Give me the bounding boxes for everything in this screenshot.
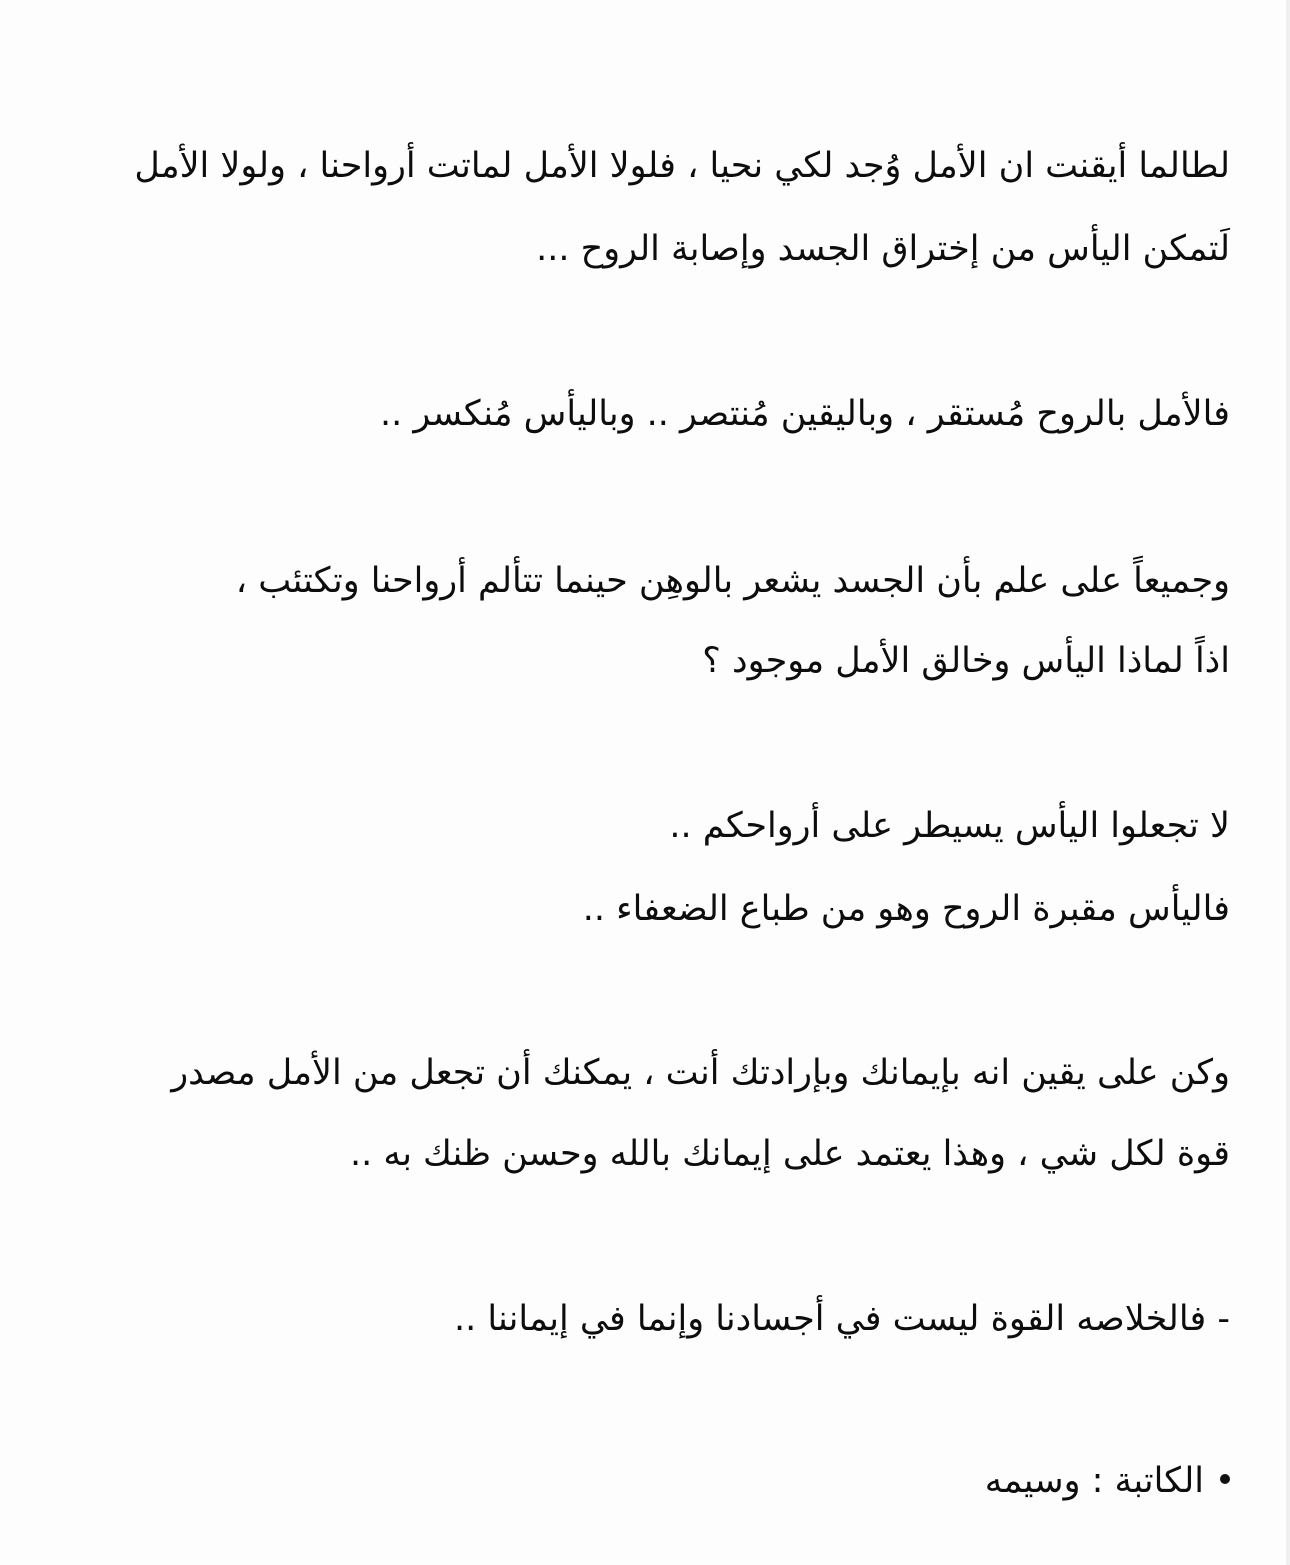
paragraph-1-line-2: لَتمكن اليأس من إختراق الجسد وإصابة الروح ... [536,229,1230,269]
paragraph-4-line-2: فاليأس مقبرة الروح وهو من طباع الضعفاء .. [582,889,1230,929]
page-edge-shadow [1286,0,1290,1565]
paragraph-4-line-1: لا تجعلوا اليأس يسيطر على أرواحكم .. [669,806,1230,846]
conclusion-line: - فالخلاصه القوة ليست في أجسادنا وإنما في إيماننا .. [454,1299,1230,1339]
paragraph-3-line-2: اذاً لماذا اليأس وخالق الأمل موجود ؟ [702,641,1230,681]
author-signature [985,1457,1230,1505]
author-signature-text: الكاتبة : وسيمه [984,1461,1204,1501]
paragraph-1-line-1: لطالما أيقنت ان الأمل وُجد لكي نحيا ، فلولا الأمل لماتت أرواحنا ، ولولا الأمل [134,146,1230,186]
paragraph-2-line-1: فالأمل بالروح مُستقر ، وباليقين مُنتصر .. وباليأس مُنكسر .. [379,394,1230,434]
paragraph-5-line-1: وكن على يقين انه بإيمانك وبإرادتك أنت ، يمكنك أن تجعل من الأمل مصدر [171,1053,1230,1093]
paragraph-5-line-2: قوة لكل شي ، وهذا يعتمد على إيمانك بالله وحسن ظنك به .. [350,1134,1230,1174]
paragraph-3-line-1: وجميعاً على علم بأن الجسد يشعر بالوهِن حينما تتألم أرواحنا وتكتئب ، [235,561,1230,601]
bullet-icon [1220,1474,1230,1484]
